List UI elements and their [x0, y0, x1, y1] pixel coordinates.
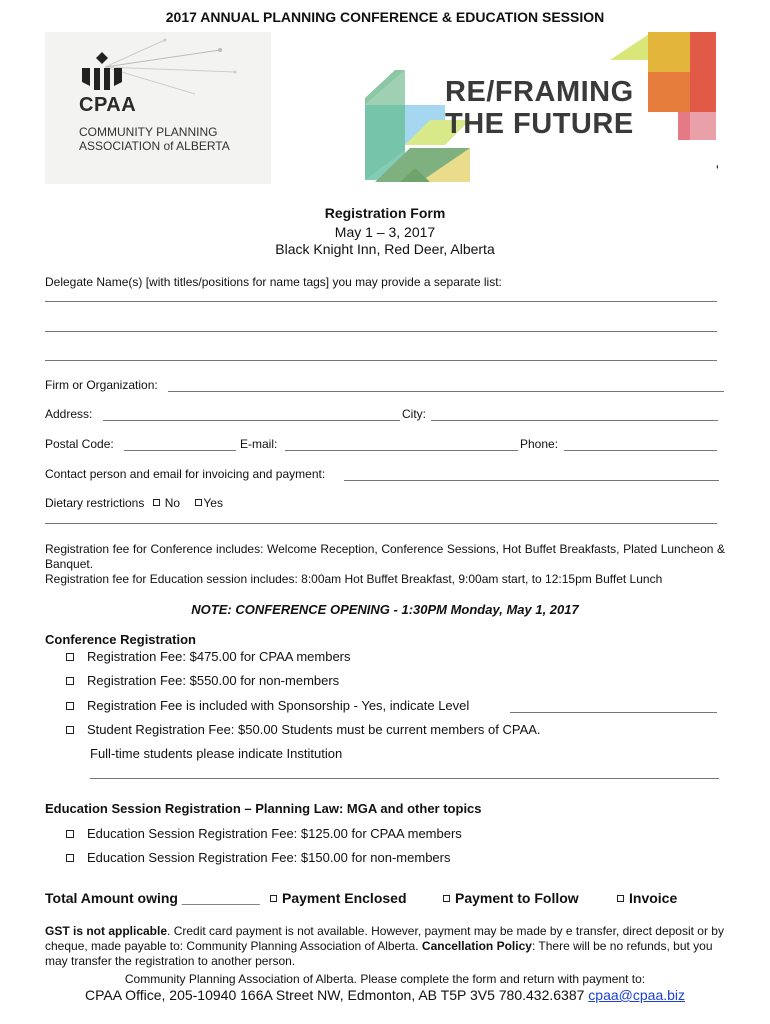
payment-enclosed-label: Payment Enclosed	[282, 890, 407, 906]
payment-follow-option	[443, 890, 579, 906]
sponsorship-level-field[interactable]	[510, 712, 717, 713]
gst-text: . Credit card payment is not available. However, payment may be made by e transfer, direct deposit or by cheque, made payable to: Community Planning Association of Alberta.	[45, 924, 724, 953]
education-fee-includes: Registration fee for Education session includes: 8:00am Hot Buffet Breakfast, 9:00am start, to 12:15pm Buffet Lunch	[45, 572, 663, 586]
invoice-checkbox[interactable]	[617, 895, 624, 902]
conference-nonmember-checkbox[interactable]	[66, 677, 74, 685]
student-institution-field[interactable]	[90, 778, 719, 779]
stray-mark: '	[716, 162, 719, 178]
conference-option-label: Registration Fee is included with Sponsorship - Yes, indicate Level	[87, 698, 470, 713]
conference-option-sponsorship	[66, 698, 469, 713]
phone-label: Phone:	[520, 437, 559, 451]
total-amount	[45, 890, 260, 906]
contact-field[interactable]	[344, 480, 719, 481]
event-dates: May 1 – 3, 2017	[334, 224, 436, 240]
cpaa-acronym: CPAA	[79, 94, 137, 116]
email-label: E-mail:	[240, 437, 278, 451]
delegate-label: Delegate Name(s) [with titles/positions for name tags] you may provide a separate list:	[45, 275, 502, 289]
cpaa-name-line2: ASSOCIATION of ALBERTA	[79, 139, 230, 153]
gst-policy	[45, 924, 725, 969]
dietary-row	[45, 496, 223, 510]
city-field[interactable]	[431, 420, 718, 421]
conference-option-student	[66, 722, 541, 737]
conference-student-checkbox[interactable]	[66, 726, 74, 734]
footer-address: CPAA Office, 205-10940 166A Street NW, Edmonton, AB T5P 3V5 780.432.6387	[84, 987, 585, 1003]
education-option-label: Education Session Registration Fee: $125.00 for CPAA members	[87, 826, 462, 841]
contact-label: Contact person and email for invoicing and payment:	[45, 467, 326, 481]
total-amount-field[interactable]: __________	[181, 890, 260, 906]
delegate-name-line-2[interactable]	[45, 331, 717, 332]
invoice-option	[617, 890, 677, 906]
event-venue: Black Knight Inn, Red Deer, Alberta	[275, 241, 495, 257]
payment-enclosed-option	[270, 890, 407, 906]
page-title: 2017 ANNUAL PLANNING CONFERENCE & EDUCATION SESSION	[165, 9, 605, 25]
reframing-line2: THE FUTURE	[445, 108, 634, 140]
cpaa-name-line1: COMMUNITY PLANNING	[79, 125, 218, 139]
address-field[interactable]	[103, 420, 400, 421]
invoice-label: Invoice	[629, 890, 678, 906]
phone-field[interactable]	[564, 450, 717, 451]
cancellation-label: Cancellation Policy	[421, 939, 532, 953]
conference-opening-note: NOTE: CONFERENCE OPENING - 1:30PM Monday, May 1, 2017	[191, 602, 579, 617]
payment-follow-label: Payment to Follow	[455, 890, 579, 906]
dietary-no-checkbox[interactable]	[153, 499, 160, 506]
payment-enclosed-checkbox[interactable]	[270, 895, 277, 902]
cancellation-text: : There will be no refunds, but you may transfer the registration to another person.	[45, 939, 713, 968]
conference-option-nonmember	[66, 673, 339, 688]
reframing-line1: RE/FRAMING	[445, 76, 634, 108]
conference-member-checkbox[interactable]	[66, 653, 74, 661]
dietary-yes-checkbox[interactable]	[195, 499, 202, 506]
reframing-title	[445, 76, 634, 140]
firm-field[interactable]	[168, 391, 724, 392]
student-institution-label: Full-time students please indicate Institution	[90, 746, 343, 761]
postal-code-label: Postal Code:	[45, 437, 114, 451]
conference-fee-includes: Registration fee for Conference includes: Welcome Reception, Conference Sessions, Hot Buffet Breakfasts, Plated Luncheon & Banquet.	[45, 542, 725, 571]
dietary-label: Dietary restrictions	[45, 496, 145, 510]
education-nonmember-checkbox[interactable]	[66, 854, 74, 862]
conference-option-member	[66, 649, 351, 664]
education-option-nonmember	[66, 850, 450, 865]
footer-contact	[0, 987, 770, 1003]
postal-code-field[interactable]	[124, 450, 236, 451]
conference-option-label: Student Registration Fee: $50.00 Students must be current members of CPAA.	[87, 722, 541, 737]
conference-option-label: Registration Fee: $550.00 for non-members	[87, 673, 340, 688]
firm-label: Firm or Organization:	[45, 378, 158, 392]
email-field[interactable]	[285, 450, 518, 451]
form-title: Registration Form	[324, 205, 446, 221]
conference-sponsorship-checkbox[interactable]	[66, 702, 74, 710]
dietary-yes-label: Yes	[203, 496, 223, 510]
gst-lead: GST is not applicable	[45, 924, 168, 938]
dietary-details-line[interactable]	[45, 523, 717, 524]
cpaa-name	[79, 125, 230, 153]
education-option-member	[66, 826, 462, 841]
conference-option-label: Registration Fee: $475.00 for CPAA members	[87, 649, 351, 664]
total-label: Total Amount owing	[45, 890, 178, 906]
education-option-label: Education Session Registration Fee: $150.00 for non-members	[87, 850, 451, 865]
education-member-checkbox[interactable]	[66, 830, 74, 838]
footer-instructions: Community Planning Association of Alberta. Please complete the form and return with payment to:	[124, 972, 646, 986]
payment-follow-checkbox[interactable]	[443, 895, 450, 902]
dietary-no-label: No	[164, 496, 181, 510]
education-heading: Education Session Registration – Planning Law: MGA and other topics	[45, 801, 482, 816]
city-label: City:	[402, 407, 426, 421]
conference-heading: Conference Registration	[45, 632, 196, 647]
footer-email-link[interactable]: cpaa@cpaa.biz	[588, 987, 686, 1003]
delegate-name-line-1[interactable]	[45, 301, 717, 302]
delegate-name-line-3[interactable]	[45, 360, 717, 361]
address-label: Address:	[45, 407, 93, 421]
